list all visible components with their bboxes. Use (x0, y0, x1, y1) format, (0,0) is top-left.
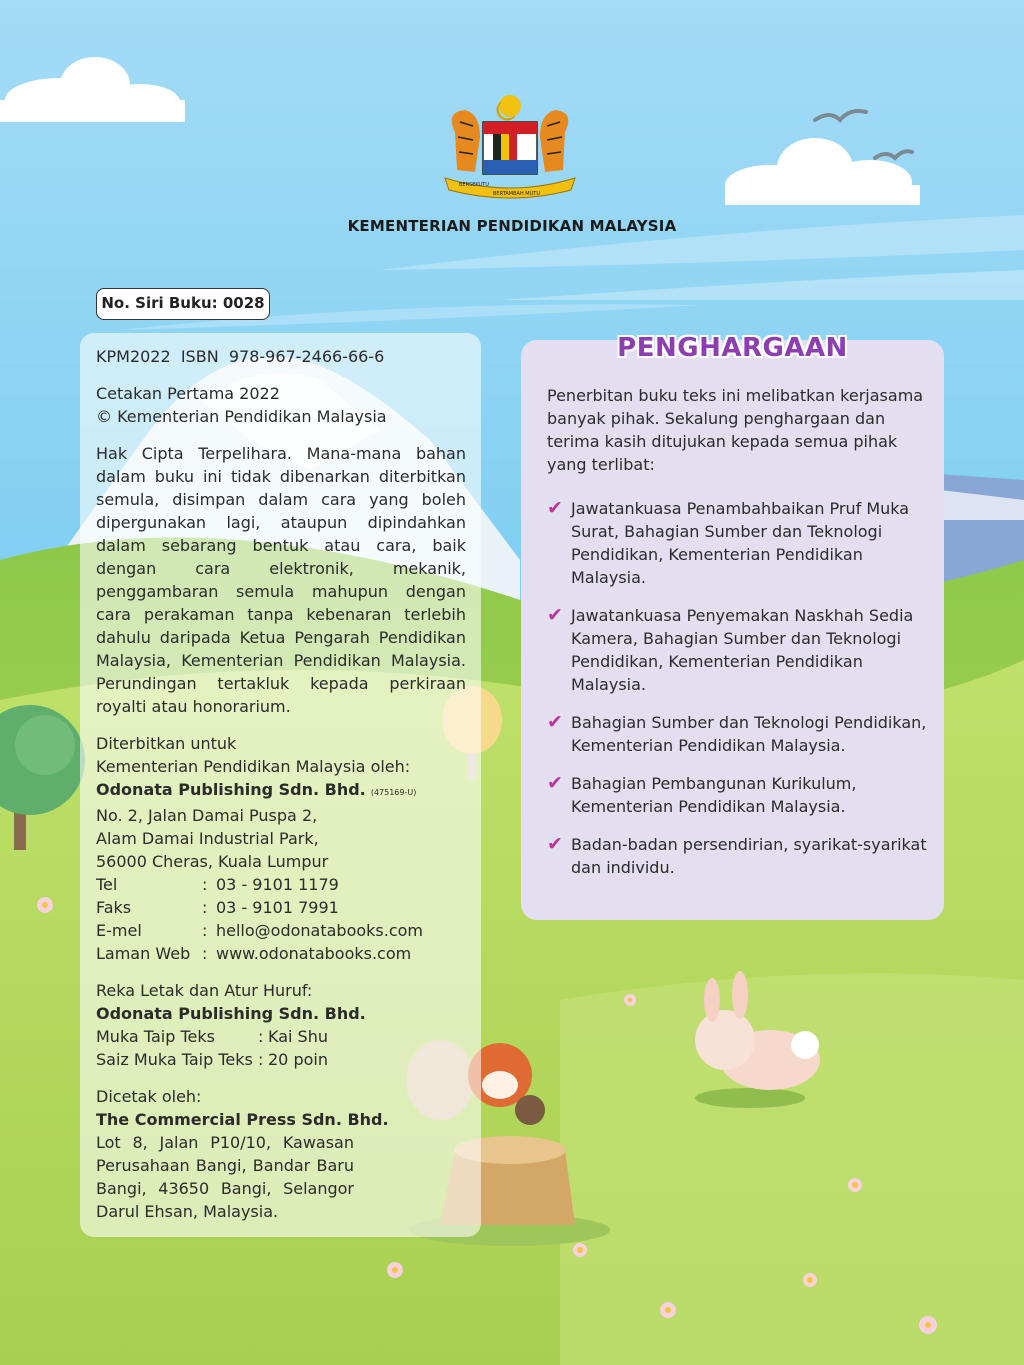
list-item-text: Bahagian Pembangunan Kurikulum, Kementerian Pendidikan Malaysia. (571, 774, 857, 816)
list-item (547, 497, 927, 589)
typesize-label: Saiz Muka Taip Teks (96, 1050, 253, 1069)
contact-tel: Tel : 03 - 9101 1179 (96, 875, 339, 894)
typesize-row: Saiz Muka Taip Teks : 20 poin (96, 1050, 328, 1069)
contact-value: hello@odonatabooks.com (216, 921, 424, 940)
typeface-row: Muka Taip Teks : Kai Shu (96, 1027, 328, 1046)
edition-line: Cetakan Pertama 2022 (96, 384, 280, 403)
printer-address: Lot 8, Jalan P10/10, Kawasan Perusahaan Bangi, Bandar Baru Bangi, 43650 Bangi, Selangor Darul Ehsan, Malaysia. (96, 1133, 354, 1221)
check-icon: ✔ (547, 772, 563, 794)
address-line: Alam Damai Industrial Park, (96, 829, 319, 848)
copyright-column (96, 345, 466, 1223)
contact-label: Tel (96, 875, 118, 894)
svg-text:BERTAMBAH MUTU: BERTAMBAH MUTU (493, 191, 540, 197)
coat-of-arms-crest (435, 92, 585, 202)
published-by: Kementerian Pendidikan Malaysia oleh: (96, 757, 411, 776)
ministry-name: KEMENTERIAN PENDIDIKAN MALAYSIA (347, 217, 677, 235)
isbn-line: KPM2022 ISBN 978-967-2466-66-6 (96, 347, 385, 366)
printed-by: Dicetak oleh: (96, 1087, 202, 1106)
contact-web: Laman Web : www.odonatabooks.com (96, 944, 412, 963)
list-item (547, 833, 927, 879)
acknowledgement-list (547, 497, 927, 894)
publisher-name (96, 778, 466, 804)
list-item (547, 604, 927, 696)
contact-value: 03 - 9101 1179 (216, 875, 339, 894)
list-item-text: Bahagian Sumber dan Teknologi Pendidikan, Kementerian Pendidikan Malaysia. (571, 713, 927, 755)
check-icon: ✔ (547, 604, 563, 626)
address-line: 56000 Cheras, Kuala Lumpur (96, 852, 329, 871)
contact-fax: Faks : 03 - 9101 7991 (96, 898, 339, 917)
svg-text:BERSEKUTU: BERSEKUTU (459, 182, 489, 188)
publisher-reg: (475169-U) (370, 788, 417, 797)
acknowledgement-title: PENGHARGAAN (617, 333, 848, 363)
rights-paragraph: Hak Cipta Terpelihara. Mana-mana bahan dalam buku ini tidak dibenarkan diterbitkan semula, disimpan dalam cara yang boleh dipergunakan lagi, ataupun dipindahkan dalam sebarang bentuk atau cara, baik dengan cara elektronik, mekanik, penggambaran semula mahupun dengan cara perakaman tanpa kebenaran terlebih dahulu daripada Ketua Pengarah Pendidikan Malaysia, Kementerian Pendidikan Malaysia. Perundingan tertakluk kepada perkiraan royalti atau honorarium. (96, 444, 466, 716)
list-item (547, 772, 927, 818)
typeface-label: Muka Taip Teks (96, 1027, 215, 1046)
contact-label: Faks (96, 898, 132, 917)
address-line: No. 2, Jalan Damai Puspa 2, (96, 806, 318, 825)
contact-value: www.odonatabooks.com (216, 944, 412, 963)
acknowledgement-intro: Penerbitan buku teks ini melibatkan kerjasama banyak pihak. Sekalung penghargaan dan terima kasih ditujukan kepada semua pihak yang terlibat: (547, 386, 924, 474)
typeface-value: Kai Shu (268, 1027, 328, 1046)
list-item-text: Jawatankuasa Penyemakan Naskhah Sedia Kamera, Bahagian Sumber dan Teknologi Pendidikan, Kementerian Pendidikan Malaysia. (571, 606, 914, 694)
layout-heading: Reka Letak dan Atur Huruf: (96, 981, 313, 1000)
typesize-value: 20 poin (268, 1050, 328, 1069)
check-icon: ✔ (547, 833, 563, 855)
contact-label: E-mel (96, 921, 142, 940)
list-item-text: Jawatankuasa Penambahbaikan Pruf Muka Surat, Bahagian Sumber dan Teknologi Pendidikan, Kementerian Pendidikan Malaysia. (571, 499, 910, 587)
contact-email: E-mel : hello@odonatabooks.com (96, 921, 424, 940)
check-icon: ✔ (547, 711, 563, 733)
copyright-line: © Kementerian Pendidikan Malaysia (96, 407, 387, 426)
layout-company: Odonata Publishing Sdn. Bhd. (96, 1004, 366, 1023)
book-serial-badge: No. Siri Buku: 0028 (96, 288, 270, 320)
published-for: Diterbitkan untuk (96, 734, 237, 753)
printer-name: The Commercial Press Sdn. Bhd. (96, 1110, 389, 1129)
list-item (547, 711, 927, 757)
publisher-company: Odonata Publishing Sdn. Bhd. (96, 780, 366, 799)
contact-label: Laman Web (96, 944, 191, 963)
check-icon: ✔ (547, 497, 563, 519)
contact-value: 03 - 9101 7991 (216, 898, 339, 917)
list-item-text: Badan-badan persendirian, syarikat-syarikat dan individu. (571, 835, 927, 877)
